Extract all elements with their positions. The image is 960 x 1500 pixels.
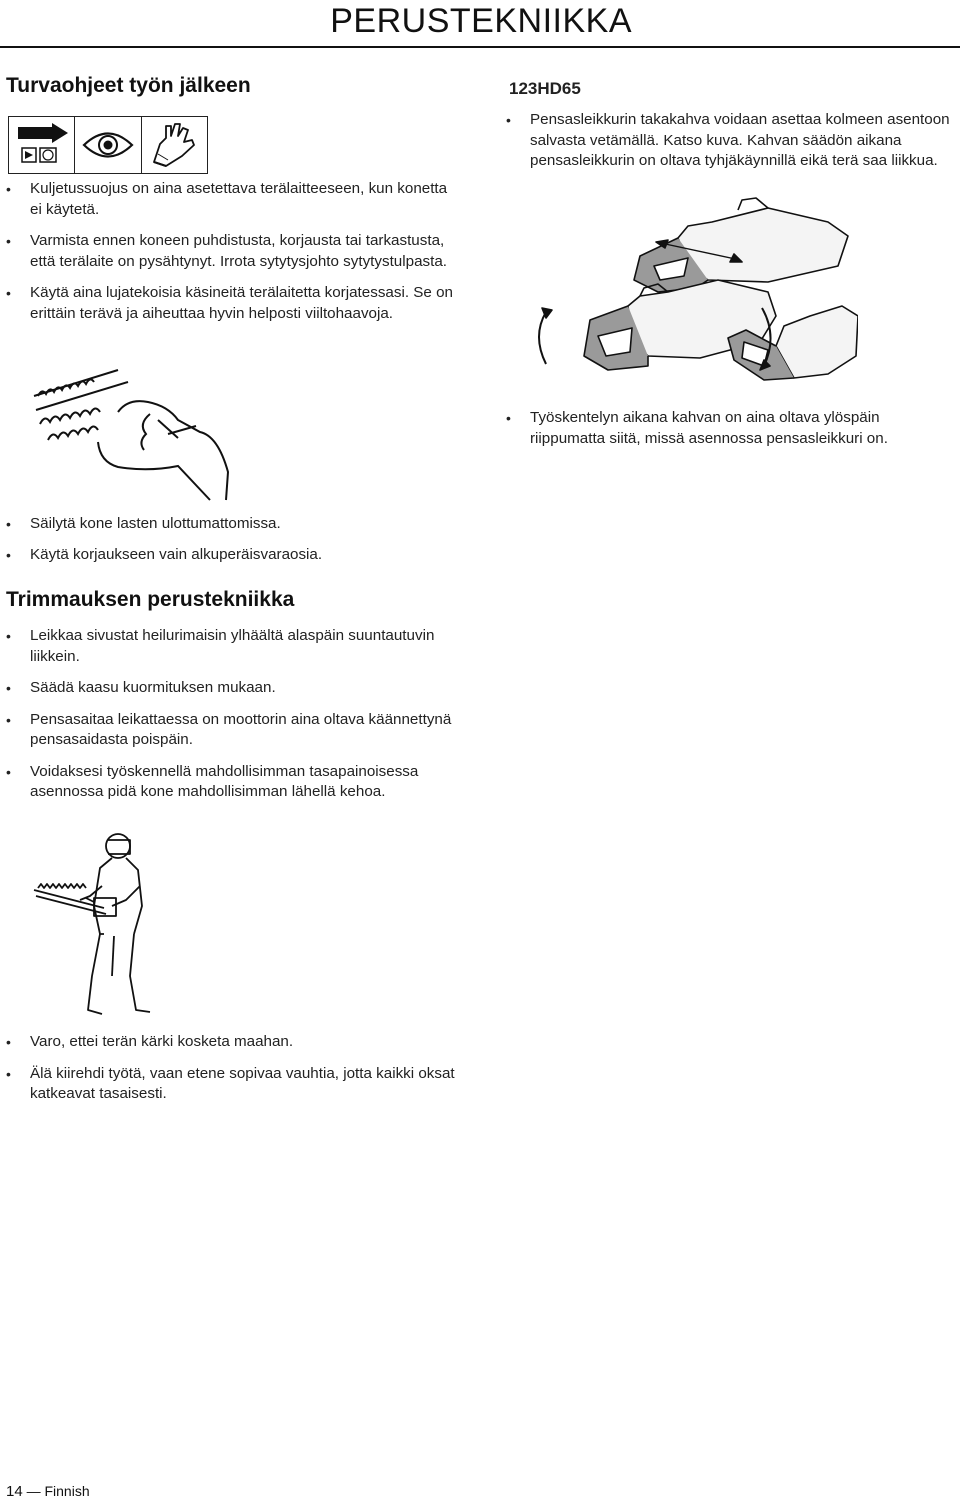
safety-bullets-1 xyxy=(0,179,455,324)
list-item: • Varmista ennen koneen puhdistusta, korjausta tai tarkastusta, että terälaite on pysähtynyt. Irrota sytytysjohto sytytystulpasta. xyxy=(0,231,455,272)
arrow-stop-icon xyxy=(9,117,75,173)
safety-icon-strip xyxy=(8,116,208,174)
handle-adjust-bullets xyxy=(500,110,958,172)
model-heading: 123HD65 xyxy=(509,79,581,98)
page-number: 14 xyxy=(6,1483,23,1500)
page-footer xyxy=(6,1483,90,1500)
safety-bullets-2 xyxy=(0,514,455,565)
list-item: • Työskentelyn aikana kahvan on aina oltava ylöspäin riippumatta siitä, missä asennossa pensasleikkuri on. xyxy=(500,408,958,449)
list-item: • Käytä korjaukseen vain alkuperäisvaraosia. xyxy=(0,545,455,566)
handle-positions-illustration xyxy=(528,196,858,396)
glove-blade-illustration xyxy=(28,362,243,502)
section-title-safety: Turvaohjeet työn jälkeen xyxy=(6,74,251,97)
trimming-bullets-1 xyxy=(0,626,455,803)
glove-icon xyxy=(142,117,207,173)
list-item: • Käytä aina lujatekoisia käsineitä terälaitetta korjatessasi. Se on erittäin terävä ja aiheuttaa hyvin helposti viiltohaavoja. xyxy=(0,283,455,324)
header-divider xyxy=(0,46,960,48)
list-item: • Säädä kaasu kuormituksen mukaan. xyxy=(0,678,455,699)
list-item: • Leikkaa sivustat heilurimaisin ylhäältä alaspäin suuntautuvin liikkein. xyxy=(0,626,455,667)
list-item: • Kuljetussuojus on aina asetettava terälaitteeseen, kun konetta ei käytetä. xyxy=(0,179,455,220)
eye-icon xyxy=(75,117,141,173)
list-item: • Pensasleikkurin takakahva voidaan asettaa kolmeen asentoon salvasta vetämällä. Katso kuva. Kahvan säädön aikana pensasleikkurin on oltava tyhjäkäynnillä eikä terä saa liikkua. xyxy=(500,110,958,172)
handle-working-bullets xyxy=(500,408,958,449)
footer-separator: — xyxy=(26,1483,41,1499)
list-item: • Pensasaitaa leikattaessa on moottorin aina oltava käännettynä pensasaidasta poispäin. xyxy=(0,710,455,751)
left-column xyxy=(0,74,462,98)
list-item: • Varo, ettei terän kärki kosketa maahan. xyxy=(0,1032,455,1053)
operator-illustration xyxy=(30,826,180,1021)
section-title-trimming: Trimmauksen perustekniikka xyxy=(6,588,295,611)
list-item: • Säilytä kone lasten ulottumattomissa. xyxy=(0,514,455,535)
footer-language: Finnish xyxy=(44,1483,90,1499)
list-item: • Voidaksesi työskennellä mahdollisimman tasapainoisessa asennossa pidä kone mahdollisimman lähellä kehoa. xyxy=(0,762,455,803)
list-item: • Älä kiirehdi työtä, vaan etene sopivaa vauhtia, jotta kaikki oksat katkeavat tasaisesti. xyxy=(0,1064,455,1105)
page-header-title: PERUSTEKNIIKKA xyxy=(330,2,632,40)
trimming-bullets-2 xyxy=(0,1032,455,1105)
